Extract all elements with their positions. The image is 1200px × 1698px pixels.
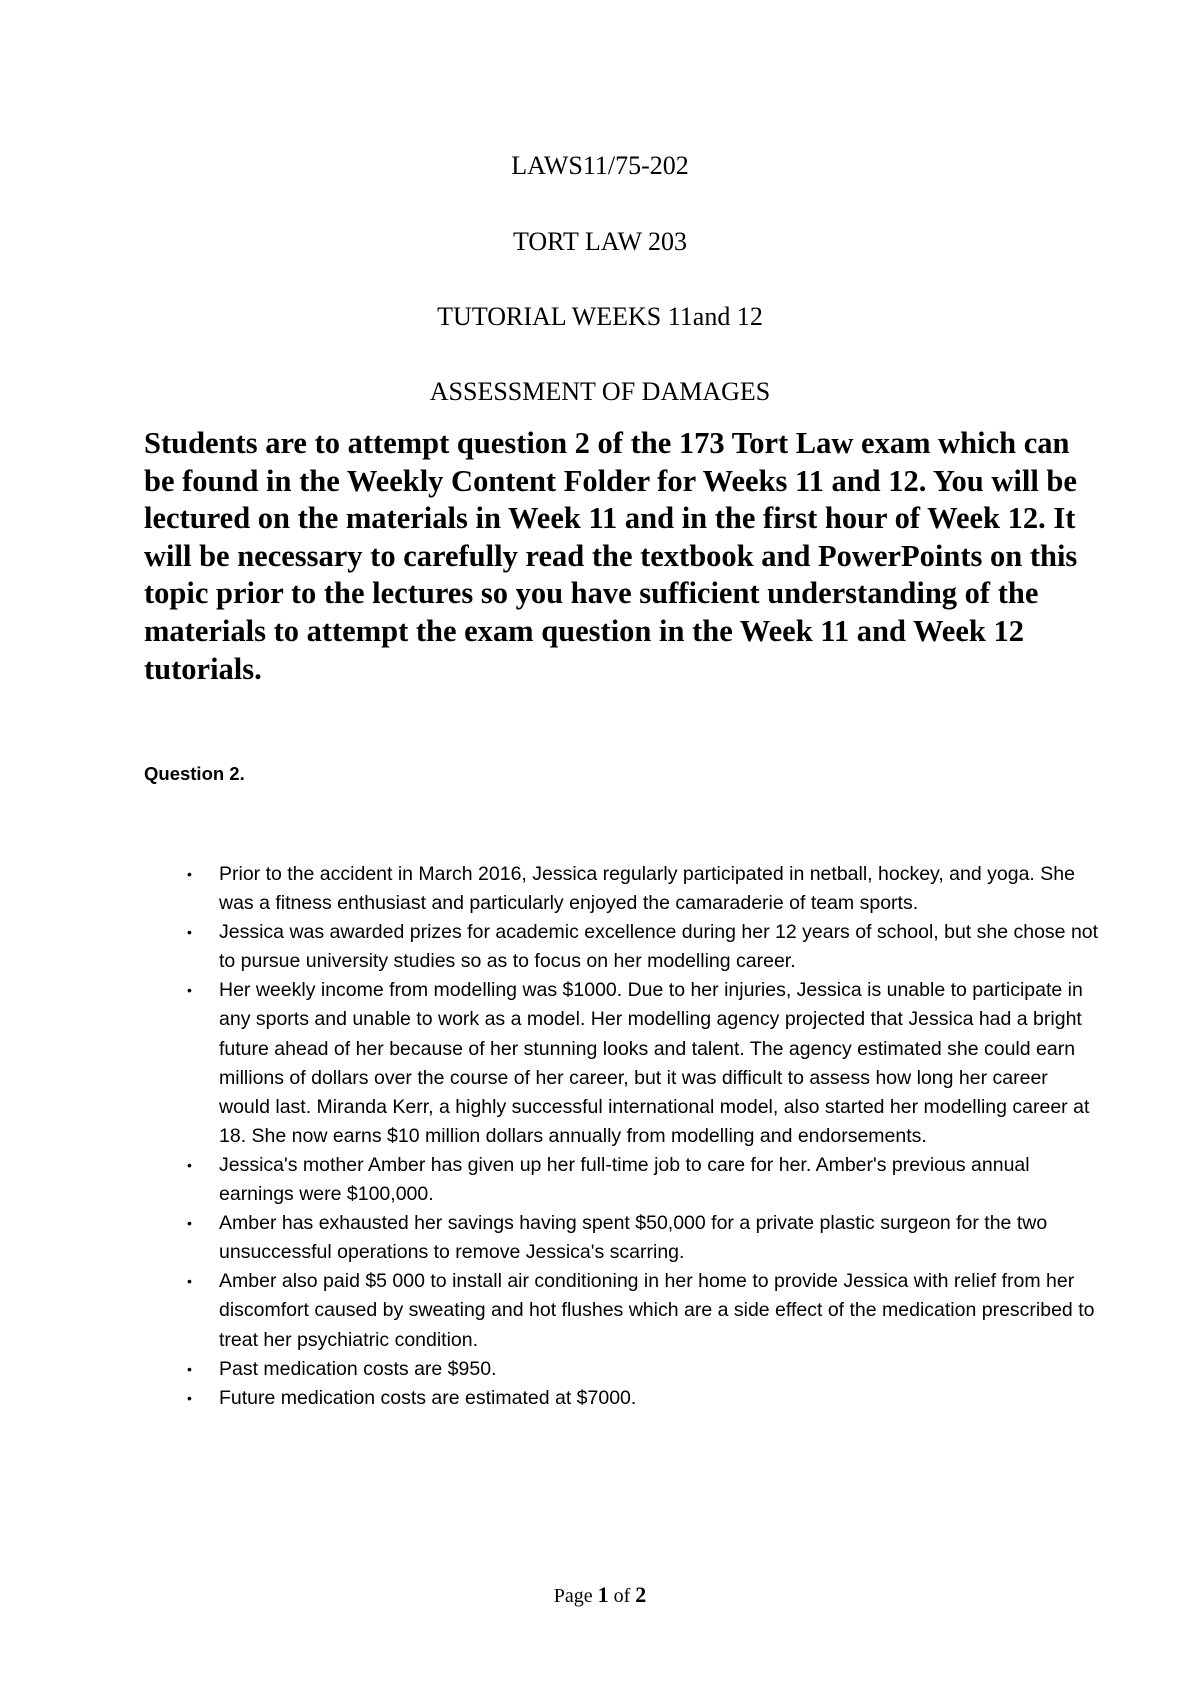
course-code: LAWS11/75-202 xyxy=(511,151,689,180)
list-item-text: Her weekly income from modelling was $1000. Due to her injuries, Jessica is unable to participate in any sports and unable to work as a model. Her modelling agency projected that Jessica had a bright future ahead of her because of her stunning looks and talent. The agency estimated she could earn millions of dollars over the course of her career, but it was difficult to assess how long her career would last. Miranda Kerr, a highly successful international model, also started her modelling career at 18. She now earns $10 million dollars annually from modelling and endorsements. xyxy=(219,979,1090,1147)
list-item xyxy=(0,1151,1099,1209)
list-item-text: Past medication costs are $950. xyxy=(219,1357,497,1380)
page-word: Page xyxy=(553,1585,593,1607)
question-facts-list xyxy=(0,860,1200,1413)
list-item xyxy=(0,1384,1099,1413)
list-item xyxy=(0,860,1099,918)
list-item-text: Jessica's mother Amber has given up her full-time job to care for her. Amber's previous annual earnings were $100,000. xyxy=(219,1153,1030,1206)
total-pages-number: 2 xyxy=(635,1582,647,1607)
question-heading: Question 2. xyxy=(144,763,245,784)
bullet-icon: • xyxy=(187,924,192,941)
of-word: of xyxy=(613,1585,631,1607)
current-page-number: 1 xyxy=(597,1582,609,1607)
list-item-text: Prior to the accident in March 2016, Jessica regularly participated in netball, hockey, and yoga. She was a fitness enthusiast and particularly enjoyed the camaraderie of team sports. xyxy=(219,863,1075,915)
list-item xyxy=(0,976,1099,1151)
intro-instructions: Students are to attempt question 2 of the 173 Tort Law exam which can be found in the Weekly Content Folder for Weeks 11 and 12. You will be lectured on the materials in Week 11 and in the first hour of Week 12. It will be necessary to carefully read the textbook and PowerPoints on this topic prior to the lectures so you have sufficient understanding of the materials to attempt the exam question in the Week 11 and Week 12 tutorials. xyxy=(144,426,1078,686)
bullet-icon: • xyxy=(187,866,192,882)
bullet-icon: • xyxy=(187,1215,192,1232)
bullet-icon: • xyxy=(187,982,192,999)
list-item xyxy=(0,1267,1099,1354)
list-item xyxy=(0,1209,1099,1267)
bullet-icon: • xyxy=(187,1273,192,1290)
bullet-icon: • xyxy=(187,1389,192,1406)
bullet-icon: • xyxy=(187,1360,192,1377)
bullet-icon: • xyxy=(187,1156,192,1173)
list-item-text: Jessica was awarded prizes for academic excellence during her 12 years of school, but she chose not to pursue university studies so as to focus on her modelling career. xyxy=(219,921,1099,973)
list-item-text: Amber also paid $5 000 to install air conditioning in her home to provide Jessica with relief from her discomfort caused by sweating and hot flushes which are a side effect of the medication prescribed to treat her psychiatric condition. xyxy=(219,1270,1095,1351)
topic-title: ASSESSMENT OF DAMAGES xyxy=(429,377,771,406)
course-name: TORT LAW 203 xyxy=(512,227,688,256)
tutorial-weeks-title: TUTORIAL WEEKS 11and 12 xyxy=(437,302,763,331)
list-item xyxy=(0,918,1099,976)
list-item-text: Future medication costs are estimated at $7000. xyxy=(219,1386,637,1409)
list-item xyxy=(0,1355,1099,1384)
list-item-text: Amber has exhausted her savings having spent $50,000 for a private plastic surgeon for the two unsuccessful operations to remove Jessica's scarring. xyxy=(219,1212,1048,1264)
page-number-footer xyxy=(0,1583,1200,1608)
